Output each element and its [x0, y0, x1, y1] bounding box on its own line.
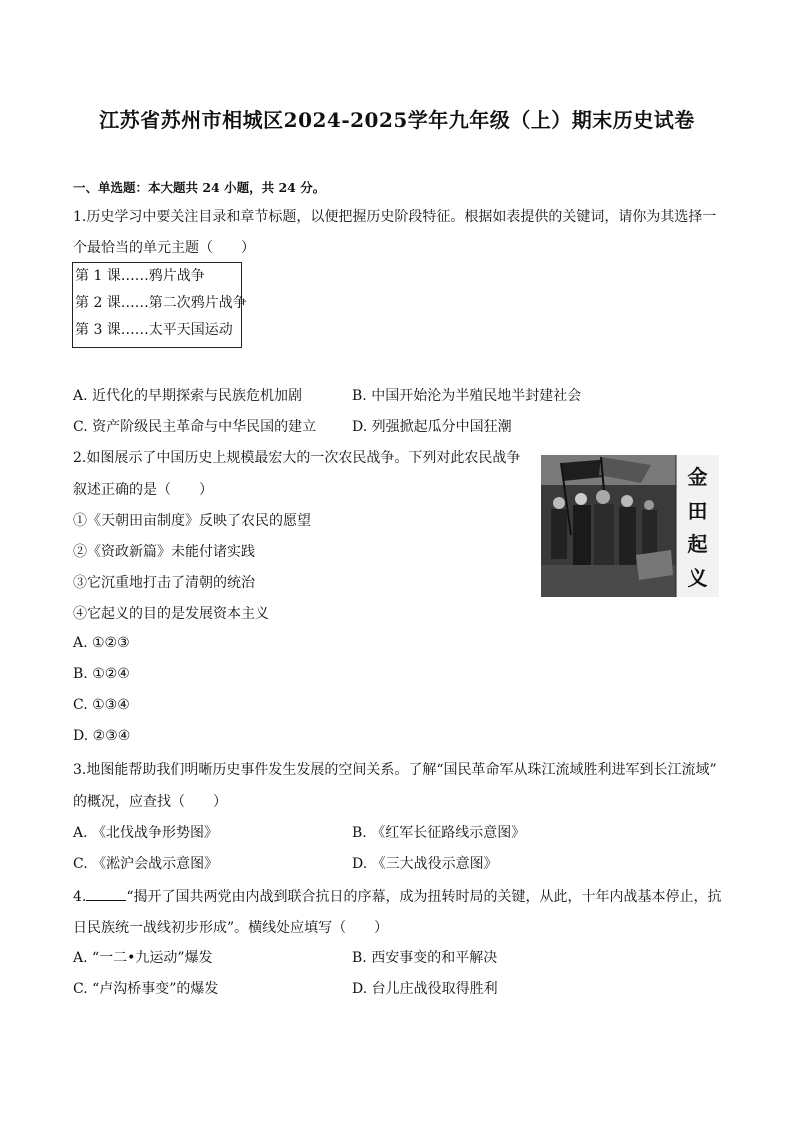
q3-stem-line1: 3.地图能帮助我们明晰历史事件发生发展的空间关系。了解“国民革命军从珠江流域胜利进军到长江流域”: [73, 762, 717, 778]
q1-stem-line2: 个最恰当的单元主题（ ）: [73, 240, 255, 256]
q3-option-a[interactable]: A. 《北伐战争形势图》: [73, 825, 219, 841]
q2-statement: ③它沉重地打击了清朝的统治: [73, 575, 255, 591]
q3-option-b[interactable]: B. 《红军长征路线示意图》: [352, 825, 526, 841]
q4-number: 4.: [73, 889, 87, 905]
q1-keyword-row: 第 3 课……太平天国运动: [75, 322, 233, 338]
q4-option-b[interactable]: B. 西安事变的和平解决: [352, 950, 498, 966]
q4-option-d[interactable]: D. 台儿庄战役取得胜利: [352, 981, 498, 997]
q2-option-a[interactable]: A. ①②③: [73, 635, 130, 651]
q1-option-b[interactable]: B. 中国开始沦为半殖民地半封建社会: [352, 388, 582, 404]
q1-stem-line1: 1.历史学习中要关注目录和章节标题，以便把握历史阶段特征。根据如表提供的关键词，请你为其选择一: [73, 209, 717, 225]
section-heading: 一、单选题：本大题共 24 小题，共 24 分。: [73, 180, 326, 195]
q1-keyword-row: 第 1 课……鸦片战争: [75, 268, 205, 284]
q3-stem-line2: 的概况，应查找（ ）: [73, 794, 227, 810]
q4-fill-blank[interactable]: [86, 886, 126, 901]
page-title: 江苏省苏州市相城区2024-2025学年九年级（上）期末历史试卷: [99, 108, 695, 132]
jintian-uprising-illustration: [541, 455, 719, 597]
q3-option-d[interactable]: D. 《三大战役示意图》: [352, 856, 498, 872]
q2-option-b[interactable]: B. ①②④: [73, 666, 130, 682]
q1-option-c[interactable]: C. 资产阶级民主革命与中华民国的建立: [73, 419, 317, 435]
q1-keyword-row: 第 2 课……第二次鸦片战争: [75, 295, 247, 311]
q2-stem-line2: 叙述正确的是（ ）: [73, 482, 213, 498]
q2-option-c[interactable]: C. ①③④: [73, 697, 130, 713]
illustration-caption-char: 田: [687, 498, 708, 523]
illustration-caption-char: 金: [687, 465, 708, 490]
q4-option-c[interactable]: C. “卢沟桥事变”的爆发: [73, 981, 219, 997]
q2-option-d[interactable]: D. ②③④: [73, 728, 131, 744]
q2-statement: ②《资政新篇》未能付诸实践: [73, 544, 255, 560]
q2-stem-line1: 2.如图展示了中国历史上规模最宏大的一次农民战争。下列对此农民战争: [73, 450, 521, 466]
q1-option-d[interactable]: D. 列强掀起瓜分中国狂潮: [352, 419, 512, 435]
q2-statement: ①《天朝田亩制度》反映了农民的愿望: [73, 513, 311, 529]
q4-stem-line2: 日民族统一战线初步形成”。横线处应填写（ ）: [73, 920, 389, 936]
q2-statement: ④它起义的目的是发展资本主义: [73, 606, 269, 622]
illustration-caption-char: 起: [687, 532, 708, 557]
q4-stem-text: “揭开了国共两党由内战到联合抗日的序幕，成为扭转时局的关键，从此，十年内战基本停止，抗: [126, 889, 722, 905]
q3-option-c[interactable]: C. 《淞沪会战示意图》: [73, 856, 219, 872]
illustration-caption-char: 义: [687, 565, 708, 590]
q4-option-a[interactable]: A. “一二•九运动”爆发: [73, 950, 213, 966]
q4-stem-line1: [73, 886, 722, 906]
q1-option-a[interactable]: A. 近代化的早期探索与民族危机加剧: [73, 388, 303, 404]
q1-keyword-table: [72, 262, 247, 348]
